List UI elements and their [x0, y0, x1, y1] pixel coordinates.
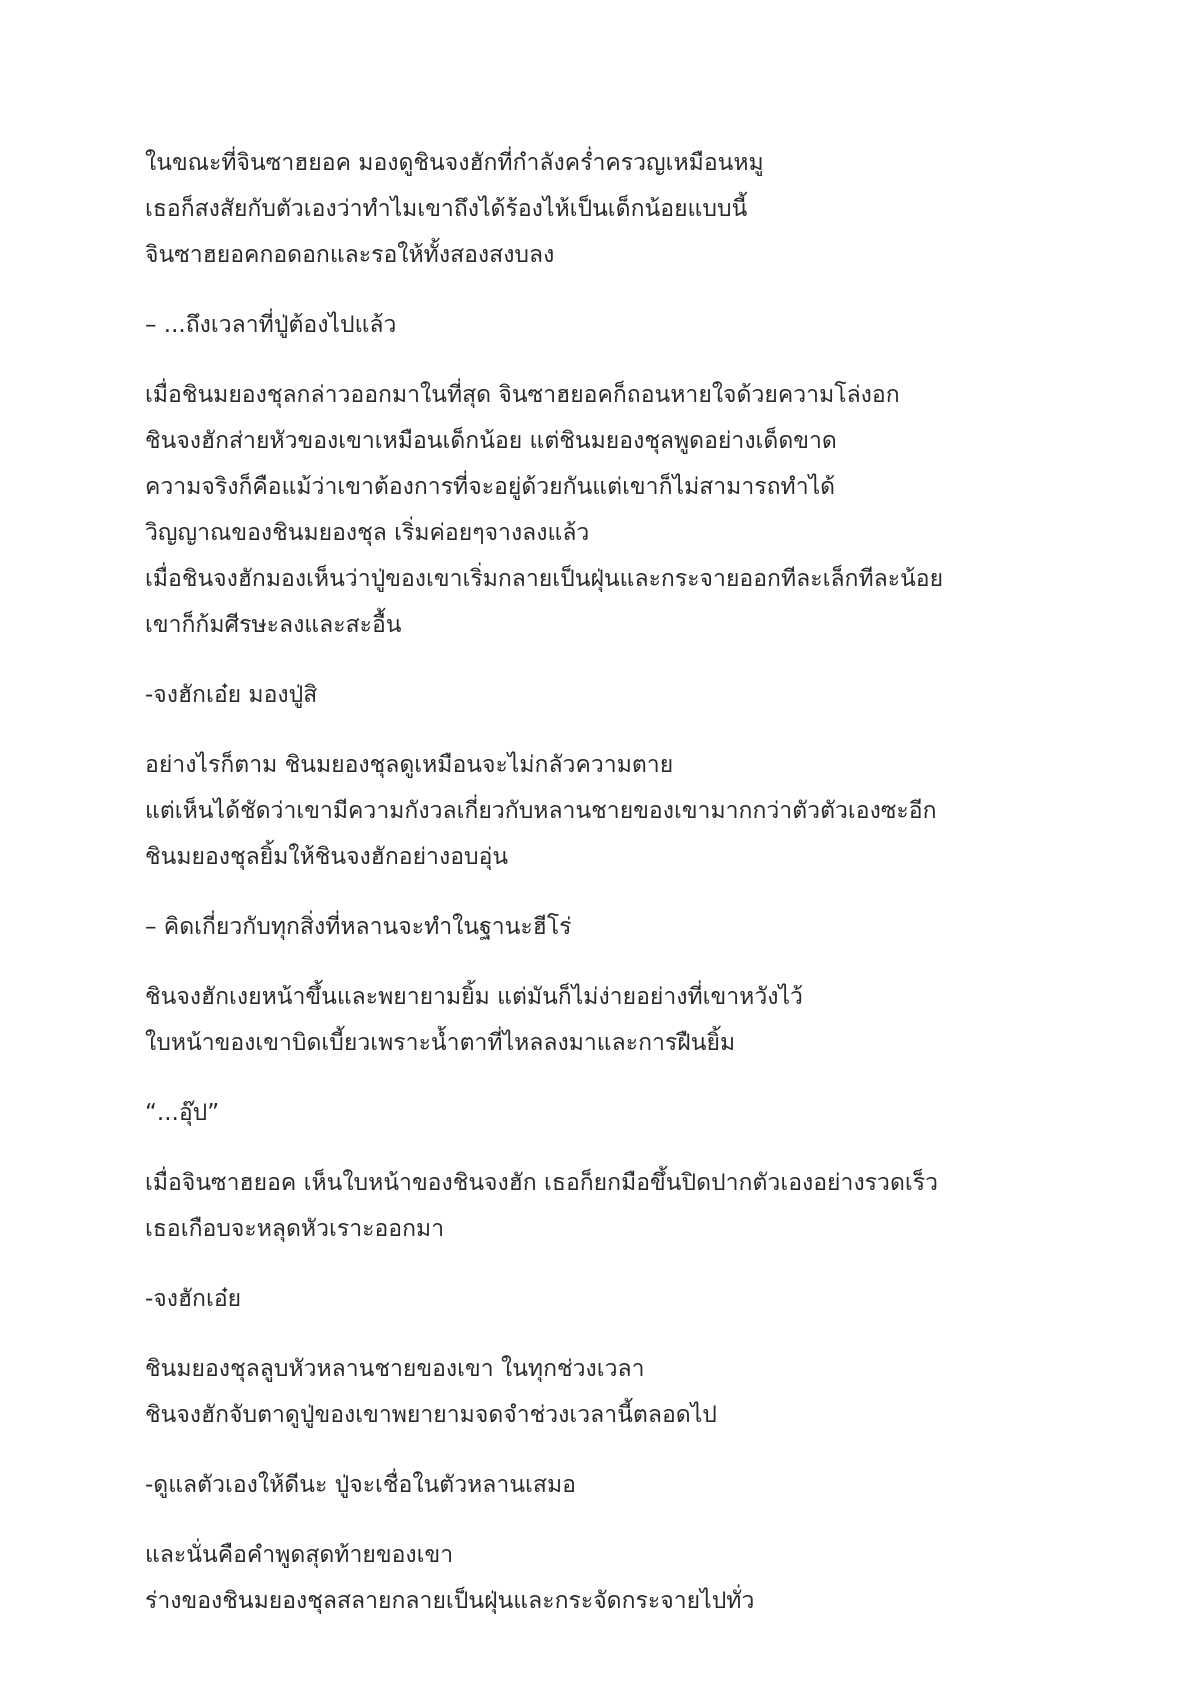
- paragraph: [145, 140, 1045, 278]
- text-line: เธอก็สงสัยกับตัวเองว่าทำไมเขาถึงได้ร้องไห้เป็นเด็กน้อยแบบนี้: [145, 196, 748, 222]
- text-line: “...อุ๊ป”: [145, 1100, 220, 1126]
- dialogue-paragraph: [145, 1090, 1045, 1136]
- document-body: [145, 140, 1045, 1648]
- text-line: ใบหน้าของเขาบิดเบี้ยวเพราะน้ำตาที่ไหลลงมาและการฝืนยิ้ม: [145, 1030, 736, 1056]
- paragraph: [145, 1160, 1045, 1252]
- dialogue-paragraph: [145, 672, 1045, 718]
- paragraph: [145, 372, 1045, 648]
- paragraph: [145, 1346, 1045, 1438]
- text-line: เมื่อจินซาฮยอค เห็นใบหน้าของชินจงฮัก เธอก็ยกมือขึ้นปิดปากตัวเองอย่างรวดเร็ว: [145, 1170, 939, 1196]
- dialogue-paragraph: [145, 302, 1045, 348]
- text-line: -ดูแลตัวเองให้ดีนะ ปู่จะเชื่อในตัวหลานเสมอ: [145, 1472, 576, 1498]
- paragraph: [145, 974, 1045, 1066]
- dialogue-paragraph: [145, 1276, 1045, 1322]
- paragraph: [145, 742, 1045, 880]
- text-line: วิญญาณของชินมยองชุล เริ่มค่อยๆจางลงแล้ว: [145, 520, 590, 546]
- paragraph: [145, 1532, 1045, 1624]
- text-line: ความจริงก็คือแม้ว่าเขาต้องการที่จะอยู่ด้วยกันแต่เขาก็ไม่สามารถทำได้: [145, 474, 836, 500]
- text-line: ชินจงฮักจับตาดูปู่ของเขาพยายามจดจำช่วงเวลานี้ตลอดไป: [145, 1402, 717, 1428]
- text-line: อย่างไรก็ตาม ชินมยองชุลดูเหมือนจะไม่กลัวความตาย: [145, 752, 674, 778]
- text-line: เมื่อชินมยองชุลกล่าวออกมาในที่สุด จินซาฮยอคก็ถอนหายใจด้วยความโล่งอก: [145, 382, 900, 408]
- text-line: และนั่นคือคำพูดสุดท้ายของเขา: [145, 1542, 454, 1568]
- text-line: เธอเกือบจะหลุดหัวเราะออกมา: [145, 1216, 445, 1242]
- text-line: จินซาฮยอคกอดอกและรอให้ทั้งสองสงบลง: [145, 242, 555, 268]
- text-line: -จงฮักเอ๋ย มองปู่สิ: [145, 682, 318, 708]
- text-line: – ...ถึงเวลาที่ปู่ต้องไปแล้ว: [145, 312, 397, 338]
- text-line: ในขณะที่จินซาฮยอค มองดูชินจงฮักที่กำลังคร่ำครวญเหมือนหมู: [145, 150, 764, 176]
- text-line: เขาก็ก้มศีรษะลงและสะอื้น: [145, 612, 402, 638]
- text-line: ชินจงฮักส่ายหัวของเขาเหมือนเด็กน้อย แต่ชินมยองชุลพูดอย่างเด็ดขาด: [145, 428, 837, 454]
- text-line: ชินมยองชุลยิ้มให้ชินจงฮักอย่างอบอุ่น: [145, 844, 509, 870]
- text-line: แต่เห็นได้ชัดว่าเขามีความกังวลเกี่ยวกับหลานชายของเขามากกว่าตัวตัวเองซะอีก: [145, 798, 937, 824]
- text-line: -จงฮักเอ๋ย: [145, 1286, 242, 1312]
- text-line: เมื่อชินจงฮักมองเห็นว่าปู่ของเขาเริ่มกลายเป็นฝุ่นและกระจายออกทีละเล็กทีละน้อย: [145, 566, 944, 592]
- text-line: ร่างของชินมยองชุลสลายกลายเป็นฝุ่นและกระจัดกระจายไปทั่ว: [145, 1588, 755, 1614]
- text-line: ชินจงฮักเงยหน้าขึ้นและพยายามยิ้ม แต่มันก็ไม่ง่ายอย่างที่เขาหวังไว้: [145, 984, 803, 1010]
- dialogue-paragraph: [145, 1462, 1045, 1508]
- dialogue-paragraph: [145, 904, 1045, 950]
- text-line: – คิดเกี่ยวกับทุกสิ่งที่หลานจะทำในฐานะฮีโร่: [145, 914, 572, 940]
- text-line: ชินมยองชุลลูบหัวหลานชายของเขา ในทุกช่วงเวลา: [145, 1356, 645, 1382]
